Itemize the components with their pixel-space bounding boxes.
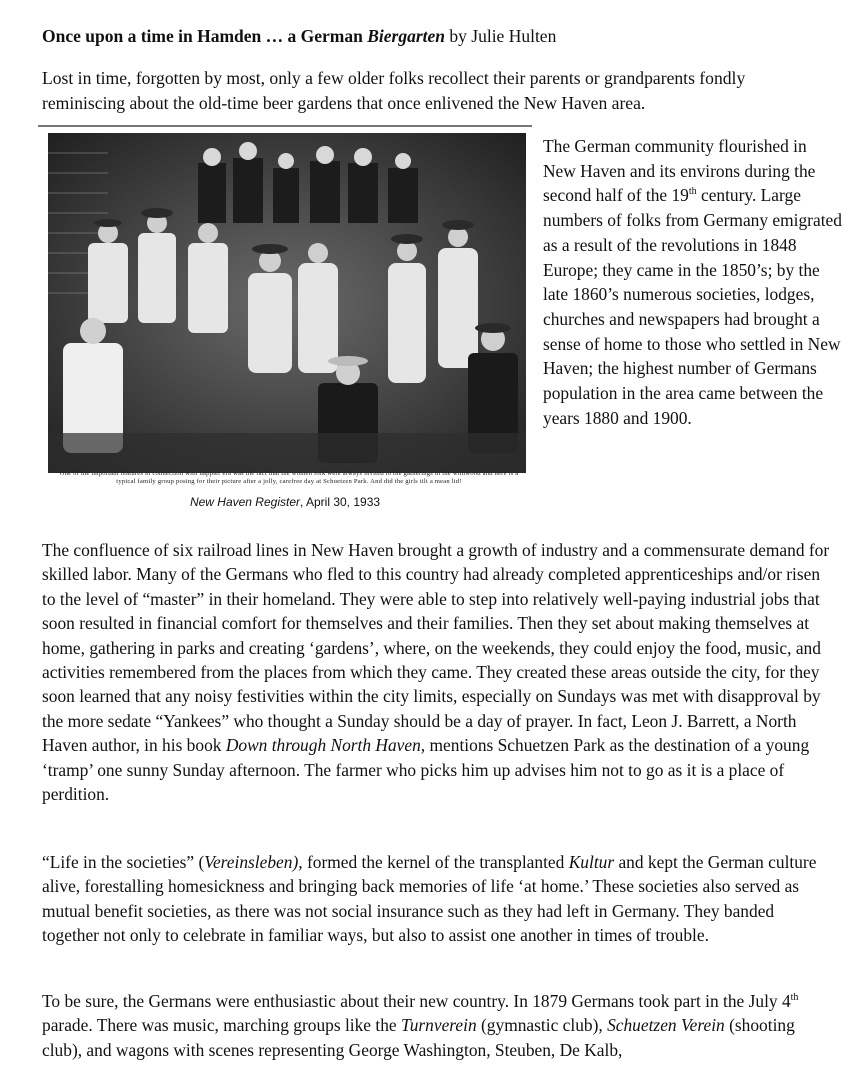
p1-text-a: The confluence of six railroad lines in New Haven brought a growth of industry and a commensurate demand for skilled labor. Many of the Germans who fled to this country had already completed apprenticeships and/or risen to the level of “master” in their homeland. They were able to step into relatively well-paying industrial jobs that soon resulted in financial comfort for themselves and their families. Then they set about making themselves at home, gathering in parks and creating ‘gardens’, where, on the weekends, they could enjoy the food, music, and activities remembered from the places from which they came. They created these areas outside the city, for they soon learned that any noisy festivities within the city limits, especially on Sundays was met with disapproval by the more sedate “Yankees” who thought a Sunday should be a day of prayer. In fact, Leon J. Barrett, a North Haven author, in his book [42, 540, 830, 756]
p2-text-c: and kept the German culture alive, forestalling homesickness and bringing back memories of life ‘at home.’ These societies also served as mutual benefit societies, as there was not social insurance such as they had left in Germany. They banded together not only to celebrate in familiar ways, but also to assist one another in times of trouble. [42, 852, 817, 946]
group-photo-image [48, 133, 526, 473]
p3-text-d: (shooting club), and wagons with scenes representing George Washington, Steuben, De Kalb, [42, 1015, 795, 1060]
p3-italic-1: Turnverein [400, 1015, 477, 1036]
group-photo-icon [48, 133, 526, 473]
photo-top-rule [38, 125, 532, 127]
photo-figure [38, 125, 532, 517]
p2-italic-1: Vereinsleben), [204, 852, 303, 872]
side-text-b: century. Large numbers of folks from Germany emigrated as a result of the revolutions in 1848 Europe; they came in the 1850’s; by the late 1860’s numerous societies, lodges, churches and newspapers had brought a sense of home to those who settled in New Haven; the highest number of Germans population in the area came between the years 1880 and 1900. [543, 185, 842, 428]
article-title [42, 26, 556, 47]
title-italic-word: Biergarten [367, 26, 446, 46]
p2-italic-2: Kultur [568, 852, 615, 872]
side-text-sup: th [688, 186, 697, 198]
p3-text-a: To be sure, the Germans were enthusiastic about their new country. In 1879 Germans took part in the July 4 [42, 991, 791, 1011]
side-text-a: The German community flourished in New Haven and its environs during the second half of the 19 [543, 136, 816, 206]
p3-sup: th [790, 992, 799, 1004]
photo-credit-source: New Haven Register [189, 495, 300, 509]
p3-italic-2: , Schuetzen Verein [598, 1015, 725, 1036]
p1-book-title: Down through North Haven, [225, 735, 426, 756]
p2-text-a: “Life in the societies” ( [42, 852, 205, 872]
p2-text-b: formed the kernel of the transplanted [302, 852, 569, 872]
photo-credit [38, 495, 532, 509]
photo-credit-date: , April 30, 1933 [299, 495, 381, 509]
side-paragraph [543, 134, 843, 430]
body-paragraph-1 [42, 538, 832, 806]
title-lead: Once upon a time in Hamden … a German [42, 26, 368, 46]
title-byline: by Julie Hulten [445, 26, 557, 46]
p1-text-b: mentions Schuetzen Park as the destination of a young ‘tramp’ one sunny Sunday afternoon. The farmer who picks him up advises him not to go as it is a place of perdition. [42, 735, 810, 805]
body-paragraph-3 [42, 989, 832, 1062]
p3-text-b: parade. There was music, marching groups like the [42, 1015, 401, 1036]
p3-text-c: (gymnastic club) [476, 1015, 599, 1036]
intro-paragraph: Lost in time, forgotten by most, only a few older folks recollect their parents or grandparents fondly reminiscing about the old-time beer gardens that once enlivened the New Haven area. [42, 68, 746, 113]
photo-caption: One of the important features in connection with happier era was the fact that the women folk were always invited to the gatherings in the wildwood and here is a typical family group posing for their picture after a jolly, carefree day at Schuetzen Park. And did the girls tilt a mean lid! [59, 470, 519, 485]
body-paragraph-2 [42, 850, 832, 948]
